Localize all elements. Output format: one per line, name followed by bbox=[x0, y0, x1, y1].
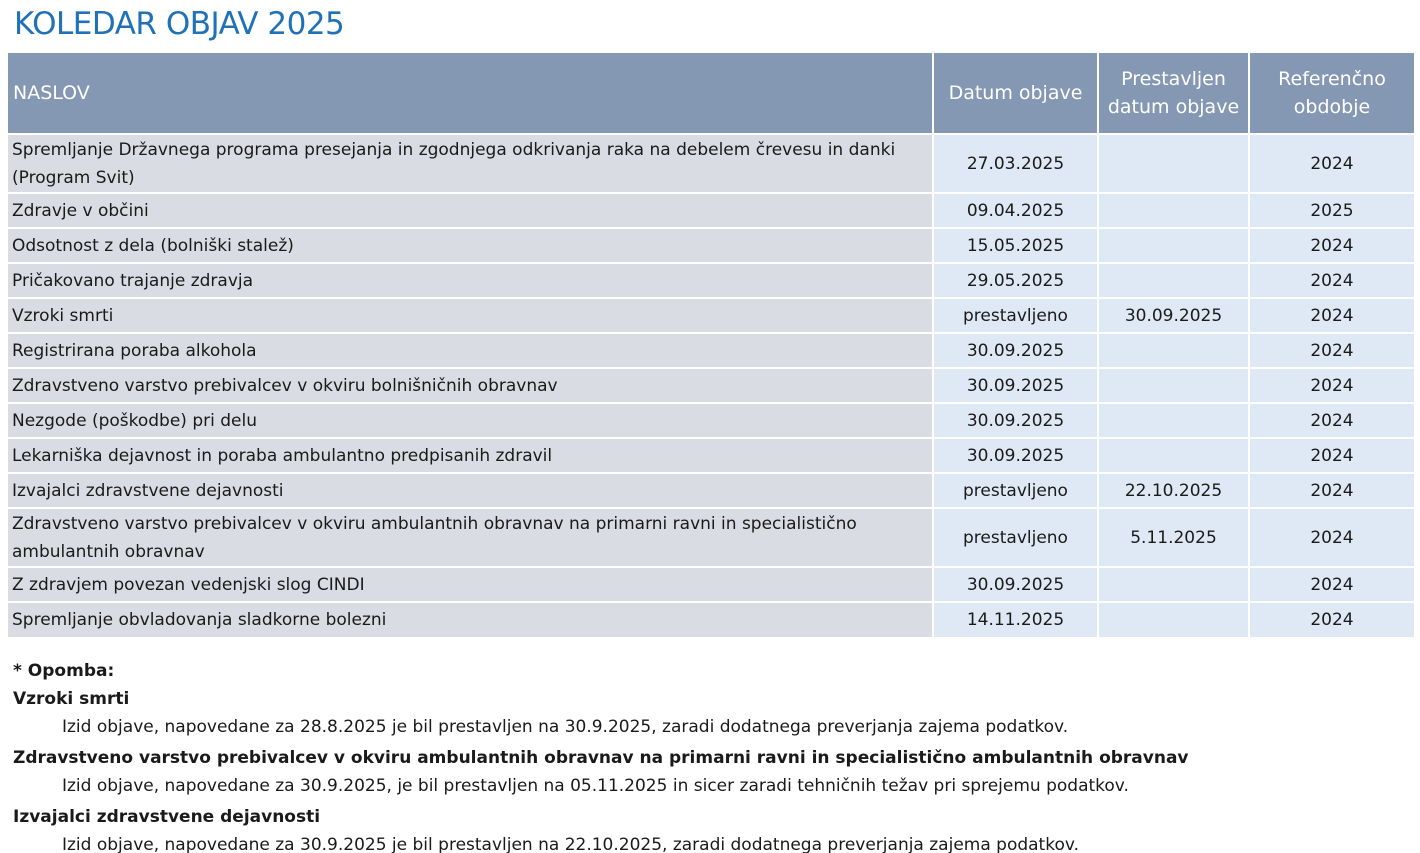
cell-obdobje: 2024 bbox=[1249, 602, 1414, 637]
cell-datum: 14.11.2025 bbox=[933, 602, 1098, 637]
cell-naslov: Zdravstveno varstvo prebivalcev v okviru bolnišničnih obravnav bbox=[8, 368, 933, 403]
cell-prestavljen bbox=[1098, 403, 1249, 438]
cell-naslov: Spremljanje Državnega programa presejanja in zgodnjega odkrivanja raka na debelem črevesu in danki (Program Svit) bbox=[8, 134, 933, 193]
note-text: Izid objave, napovedane za 30.9.2025, je bil prestavljen na 05.11.2025 in sicer zaradi tehničnih težav pri sprejemu podatkov. bbox=[62, 776, 1129, 796]
cell-naslov: Vzroki smrti bbox=[8, 298, 933, 333]
cell-prestavljen bbox=[1098, 567, 1249, 602]
table-row bbox=[8, 134, 1414, 193]
table-row bbox=[8, 438, 1414, 473]
cell-datum: 29.05.2025 bbox=[933, 263, 1098, 298]
cell-datum: 15.05.2025 bbox=[933, 228, 1098, 263]
cell-obdobje: 2024 bbox=[1249, 508, 1414, 567]
cell-datum: prestavljeno bbox=[933, 508, 1098, 567]
header-referencno-obdobje: Referenčno obdobje bbox=[1249, 53, 1414, 134]
cell-datum: 30.09.2025 bbox=[933, 567, 1098, 602]
cell-prestavljen bbox=[1098, 368, 1249, 403]
cell-prestavljen bbox=[1098, 333, 1249, 368]
cell-datum: 27.03.2025 bbox=[933, 134, 1098, 193]
cell-datum: 30.09.2025 bbox=[933, 368, 1098, 403]
table-row bbox=[8, 473, 1414, 508]
cell-prestavljen: 30.09.2025 bbox=[1098, 298, 1249, 333]
cell-obdobje: 2024 bbox=[1249, 368, 1414, 403]
cell-prestavljen: 22.10.2025 bbox=[1098, 473, 1249, 508]
header-prestavljen-datum: Prestavljen datum objave bbox=[1098, 53, 1249, 134]
cell-prestavljen bbox=[1098, 228, 1249, 263]
cell-obdobje: 2024 bbox=[1249, 473, 1414, 508]
table-header-row bbox=[8, 53, 1414, 134]
table-row bbox=[8, 193, 1414, 228]
table-row bbox=[8, 602, 1414, 637]
cell-datum: 09.04.2025 bbox=[933, 193, 1098, 228]
page-title: KOLEDAR OBJAV 2025 bbox=[14, 6, 345, 42]
cell-prestavljen bbox=[1098, 602, 1249, 637]
cell-naslov: Z zdravjem povezan vedenjski slog CINDI bbox=[8, 567, 933, 602]
cell-naslov: Spremljanje obvladovanja sladkorne bolezni bbox=[8, 602, 933, 637]
cell-naslov: Nezgode (poškodbe) pri delu bbox=[8, 403, 933, 438]
cell-naslov: Odsotnost z dela (bolniški stalež) bbox=[8, 228, 933, 263]
table-row bbox=[8, 228, 1414, 263]
note-text: Izid objave, napovedane za 30.9.2025 je bil prestavljen na 22.10.2025, zaradi dodatnega preverjanja zajema podatkov. bbox=[62, 835, 1080, 853]
cell-obdobje: 2024 bbox=[1249, 263, 1414, 298]
cell-naslov: Pričakovano trajanje zdravja bbox=[8, 263, 933, 298]
note-title: Vzroki smrti bbox=[13, 689, 130, 709]
cell-obdobje: 2024 bbox=[1249, 333, 1414, 368]
cell-datum: prestavljeno bbox=[933, 298, 1098, 333]
table-row bbox=[8, 333, 1414, 368]
publication-calendar-table bbox=[8, 53, 1414, 637]
cell-naslov: Zdravje v občini bbox=[8, 193, 933, 228]
cell-datum: 30.09.2025 bbox=[933, 438, 1098, 473]
table-row bbox=[8, 263, 1414, 298]
cell-prestavljen bbox=[1098, 134, 1249, 193]
note-text: Izid objave, napovedane za 28.8.2025 je bil prestavljen na 30.9.2025, zaradi dodatnega preverjanja zajema podatkov. bbox=[62, 717, 1069, 737]
cell-obdobje: 2024 bbox=[1249, 298, 1414, 333]
cell-datum: 30.09.2025 bbox=[933, 403, 1098, 438]
cell-datum: prestavljeno bbox=[933, 473, 1098, 508]
cell-naslov: Zdravstveno varstvo prebivalcev v okviru ambulantnih obravnav na primarni ravni in specialistično ambulantnih obravnav bbox=[8, 508, 933, 567]
table-row bbox=[8, 403, 1414, 438]
header-datum-objave: Datum objave bbox=[933, 53, 1098, 134]
cell-obdobje: 2024 bbox=[1249, 228, 1414, 263]
cell-naslov: Registrirana poraba alkohola bbox=[8, 333, 933, 368]
cell-obdobje: 2024 bbox=[1249, 134, 1414, 193]
notes-section bbox=[13, 657, 1413, 853]
table-row bbox=[8, 508, 1414, 567]
cell-prestavljen bbox=[1098, 263, 1249, 298]
cell-naslov: Izvajalci zdravstvene dejavnosti bbox=[8, 473, 933, 508]
header-naslov: NASLOV bbox=[8, 53, 933, 134]
note-title: Zdravstveno varstvo prebivalcev v okviru ambulantnih obravnav na primarni ravni in specialistično ambulantnih obravnav bbox=[13, 748, 1189, 768]
cell-datum: 30.09.2025 bbox=[933, 333, 1098, 368]
table-row bbox=[8, 368, 1414, 403]
cell-obdobje: 2024 bbox=[1249, 403, 1414, 438]
cell-obdobje: 2024 bbox=[1249, 567, 1414, 602]
cell-prestavljen: 5.11.2025 bbox=[1098, 508, 1249, 567]
cell-naslov: Lekarniška dejavnost in poraba ambulantno predpisanih zdravil bbox=[8, 438, 933, 473]
cell-prestavljen bbox=[1098, 193, 1249, 228]
cell-obdobje: 2025 bbox=[1249, 193, 1414, 228]
table-row bbox=[8, 298, 1414, 333]
cell-prestavljen bbox=[1098, 438, 1249, 473]
cell-obdobje: 2024 bbox=[1249, 438, 1414, 473]
table-row bbox=[8, 567, 1414, 602]
notes-heading: * Opomba: bbox=[13, 661, 115, 681]
note-title: Izvajalci zdravstvene dejavnosti bbox=[13, 807, 321, 827]
